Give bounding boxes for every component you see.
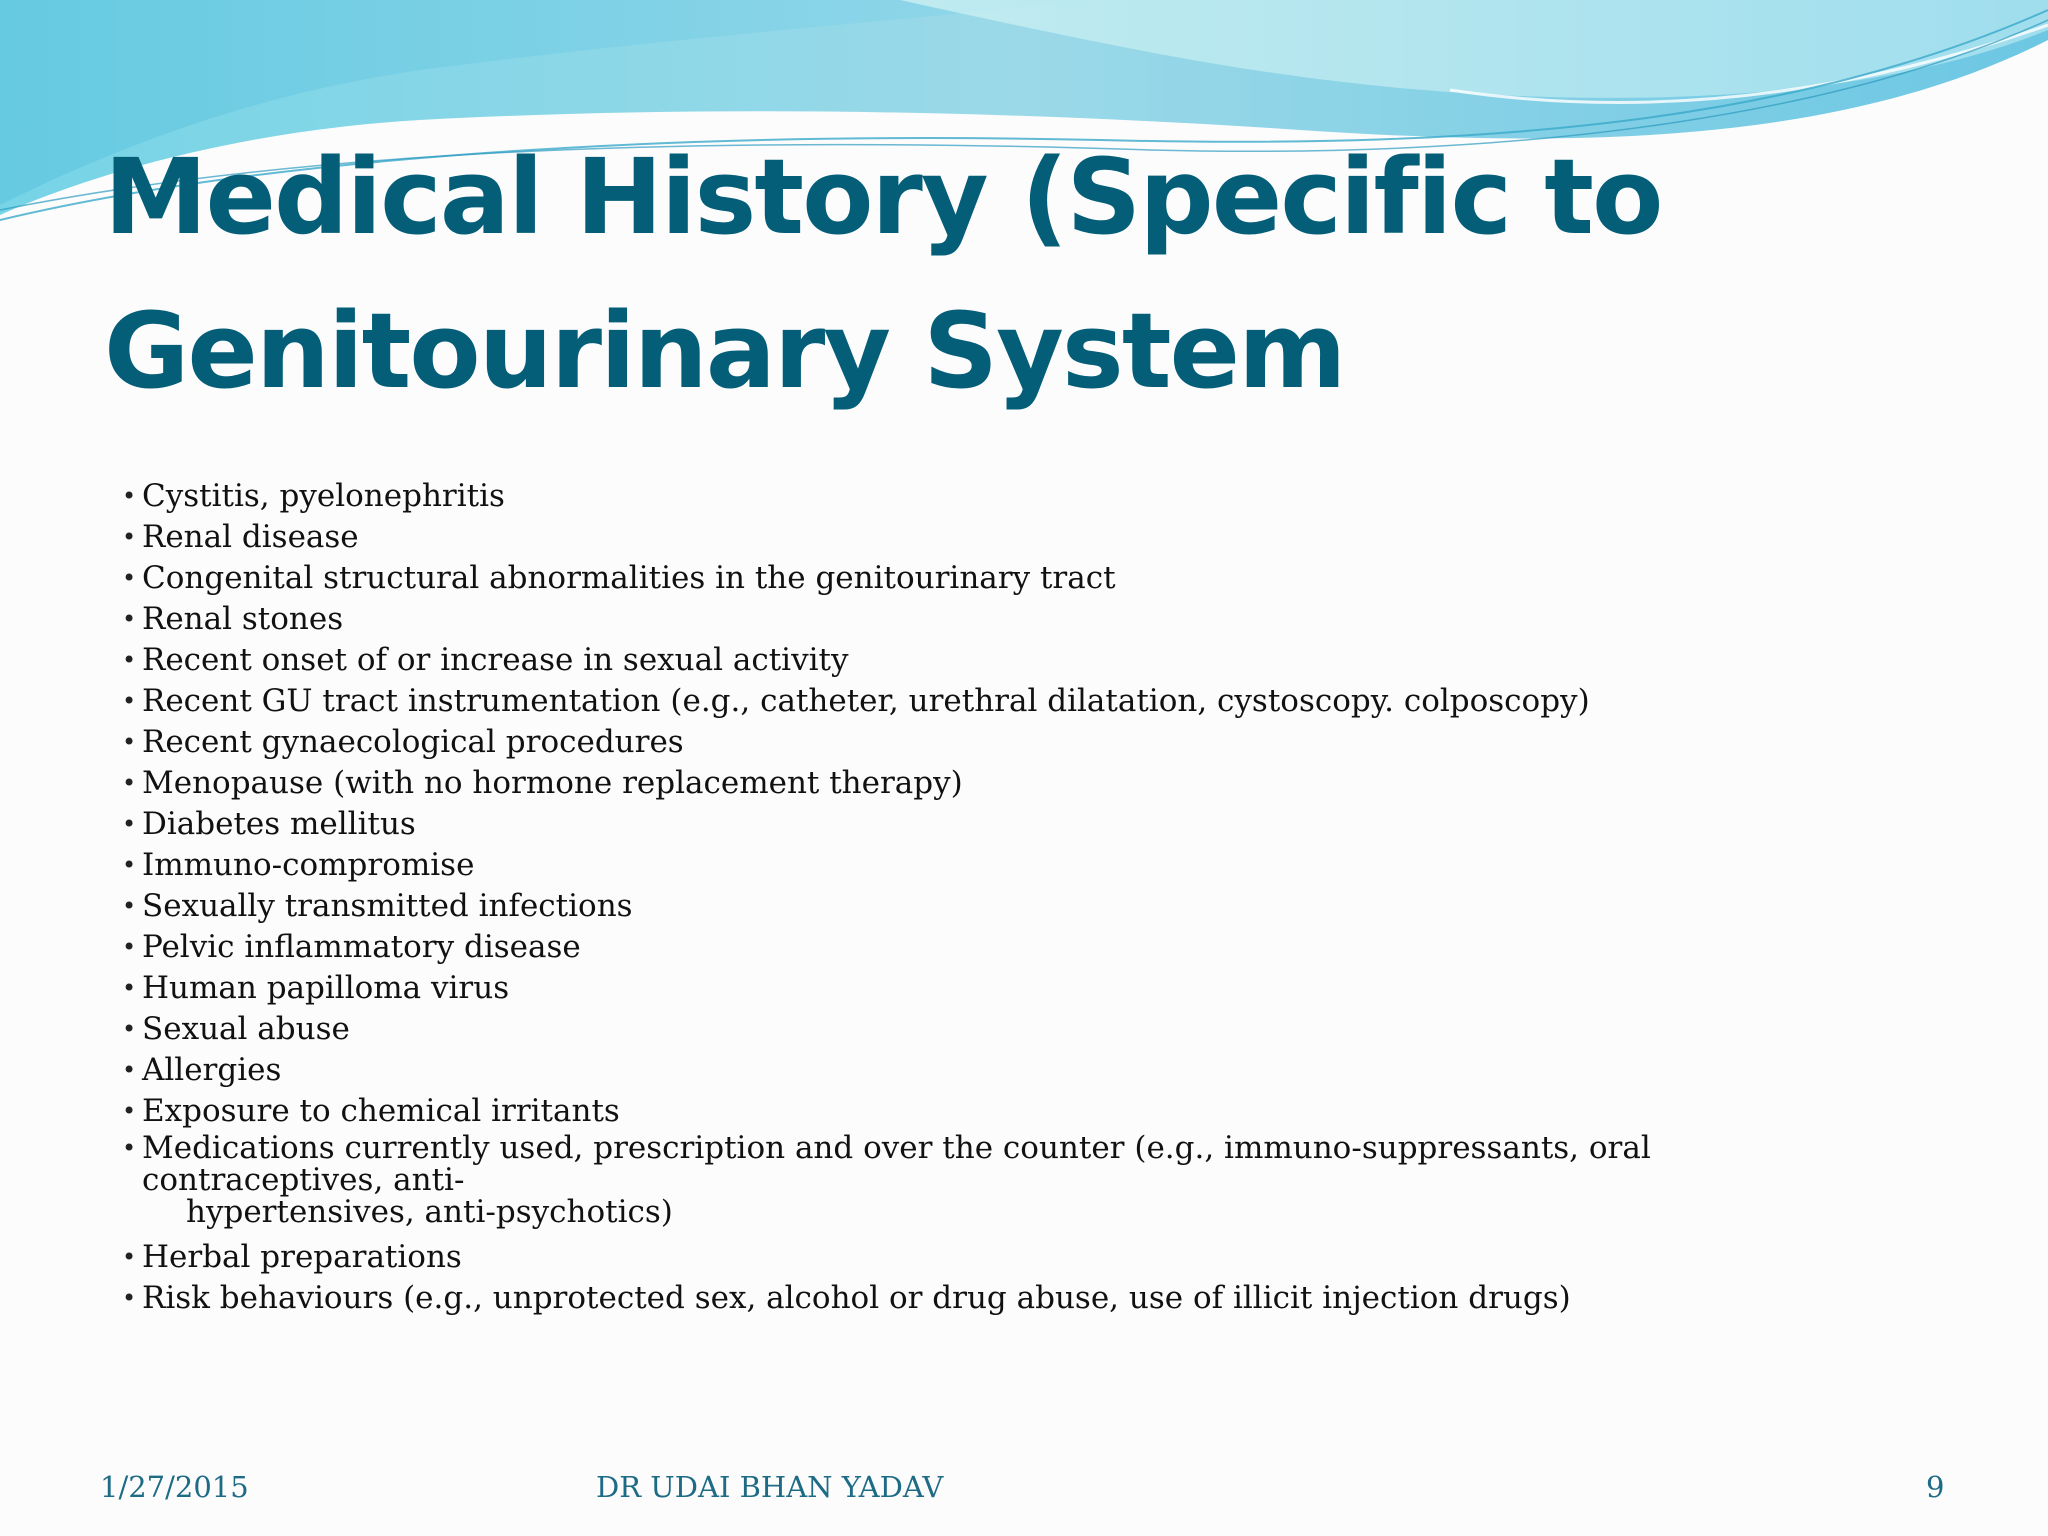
list-item: • Exposure to chemical irritants	[122, 1091, 1882, 1132]
bullet-icon: •	[122, 810, 137, 838]
bullet-icon: •	[122, 523, 137, 551]
slide-number: 9	[1926, 1470, 1945, 1504]
list-item: • Diabetes mellitus	[122, 804, 1882, 845]
list-item: • Sexually transmitted infections	[122, 886, 1882, 927]
bullet-icon: •	[122, 851, 137, 879]
list-item-continuation: hypertensives, anti-psychotics)	[186, 1194, 673, 1230]
bullet-icon: •	[122, 687, 137, 715]
slide-title-line-1: Medical History (Specific to	[104, 136, 1662, 258]
list-item: • Recent GU tract instrumentation (e.g., catheter, urethral dilatation, cystoscopy. colposcopy)	[122, 681, 1882, 722]
list-item: • Immuno-compromise	[122, 845, 1882, 886]
bullet-icon: •	[122, 974, 137, 1002]
bullet-icon: •	[122, 564, 137, 592]
list-item: • Medications currently used, prescription and over the counter (e.g., immuno-suppressants, oral contraceptives, anti- hypertensives, anti-psychotics)	[122, 1132, 1882, 1237]
bullet-icon: •	[122, 482, 137, 510]
footer-author: DR UDAI BHAN YADAV	[596, 1470, 944, 1504]
slide-title	[104, 120, 1704, 428]
bullet-icon: •	[122, 1056, 137, 1084]
list-item: • Recent onset of or increase in sexual activity	[122, 640, 1882, 681]
list-item: • Cystitis, pyelonephritis	[122, 476, 1882, 517]
list-item: • Congenital structural abnormalities in the genitourinary tract	[122, 558, 1882, 599]
bullet-icon: •	[122, 892, 137, 920]
bullet-icon: •	[122, 1243, 137, 1271]
slide-title-line-2: Genitourinary System	[104, 290, 1345, 412]
list-item: • Menopause (with no hormone replacement therapy)	[122, 763, 1882, 804]
bullet-icon: •	[122, 1015, 137, 1043]
list-item: • Human papilloma virus	[122, 968, 1882, 1009]
list-item: • Risk behaviours (e.g., unprotected sex, alcohol or drug abuse, use of illicit injection drugs)	[122, 1278, 1882, 1319]
list-item: • Allergies	[122, 1050, 1882, 1091]
list-item: • Recent gynaecological procedures	[122, 722, 1882, 763]
bullet-icon: •	[122, 1134, 137, 1162]
list-item: • Pelvic inflammatory disease	[122, 927, 1882, 968]
bullet-icon: •	[122, 1284, 137, 1312]
list-item: • Herbal preparations	[122, 1237, 1882, 1278]
list-item: • Renal disease	[122, 517, 1882, 558]
bullet-icon: •	[122, 728, 137, 756]
bullet-icon: •	[122, 646, 137, 674]
bullet-list	[122, 476, 1882, 1319]
bullet-icon: •	[122, 933, 137, 961]
bullet-icon: •	[122, 605, 137, 633]
list-item: • Renal stones	[122, 599, 1882, 640]
footer-date: 1/27/2015	[100, 1470, 249, 1504]
list-item: • Sexual abuse	[122, 1009, 1882, 1050]
bullet-icon: •	[122, 1097, 137, 1125]
bullet-icon: •	[122, 769, 137, 797]
